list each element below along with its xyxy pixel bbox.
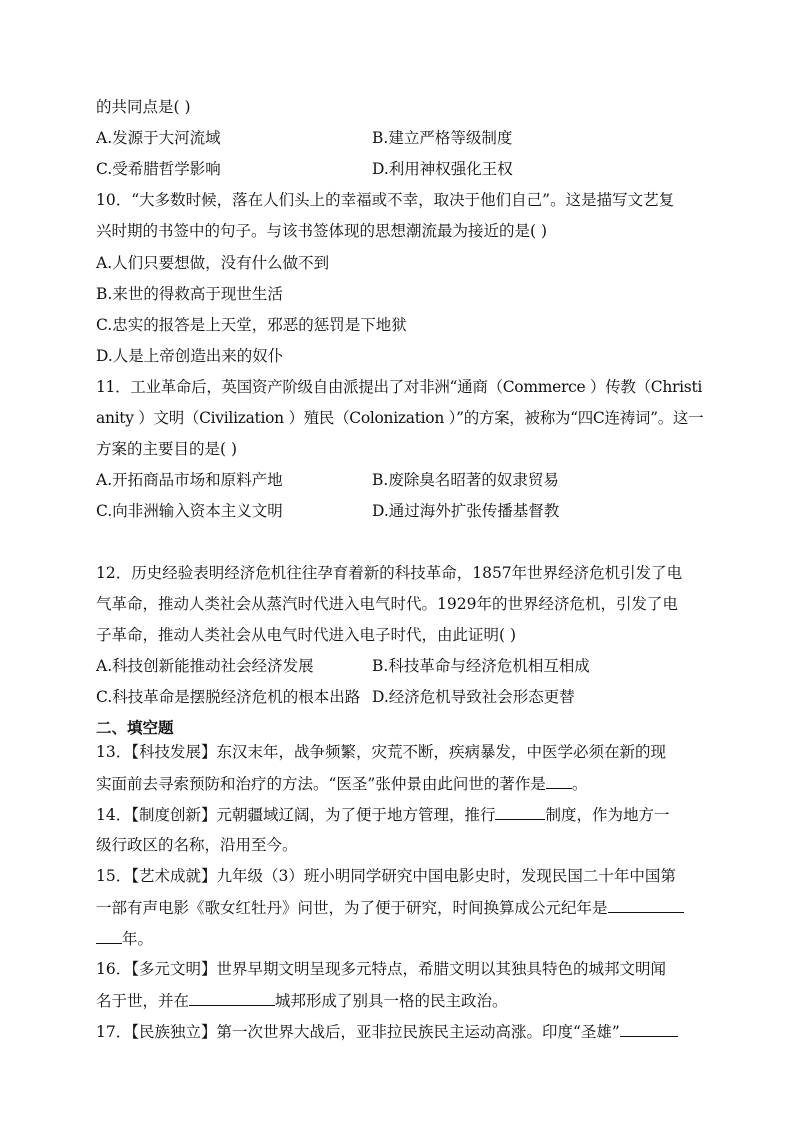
option-11c: C.向非洲输入资本主义文明 <box>96 502 283 520</box>
question-13-text: 实面前去寻索预防和治疗的方法。“医圣”张仲景由此问世的著作是 <box>96 775 546 793</box>
option-10b: B.来世的得救高于现世生活 <box>96 285 283 303</box>
question-16-line-2 <box>96 990 508 1011</box>
option-11d: D.通过海外扩张传播基督教 <box>372 502 560 520</box>
question-16-end: 城邦形成了别具一格的民主政治。 <box>275 992 508 1010</box>
question-11-line-1: 11．工业革命后，英国资产阶级自由派提出了对非洲“通商（Commerce ）传教（Christi <box>96 378 703 396</box>
option-10a: A.人们只要想做，没有什么做不到 <box>96 254 330 272</box>
option-9d: D.利用神权强化王权 <box>372 160 513 178</box>
question-14-text: 14．【制度创新】元朝疆域辽阔，为了便于地方管理，推行 <box>96 806 496 824</box>
option-11b: B.废除臭名昭著的奴隶贸易 <box>372 471 559 489</box>
question-14-line-2: 级行政区的名称，沿用至今。 <box>96 836 298 854</box>
question-10-line-2: 兴时期的书签中的句子。与该书签体现的思想潮流最为接近的是( ) <box>96 222 548 240</box>
question-15-line-2 <box>96 897 684 918</box>
option-12b: B.科技革命与经济危机相互相成 <box>372 657 590 675</box>
question-11-line-2: anity ）文明（Civilization ）殖民（Colonization ）”的方案，被称为“四C连祷词”。这一 <box>96 409 704 427</box>
question-11-line-3: 方案的主要目的是( ) <box>96 440 238 458</box>
question-15-line-1: 15．【艺术成就】九年级（3）班小明同学研究中国电影史时，发现民国二十年中国第 <box>96 867 676 885</box>
question-15-end: 年。 <box>122 930 154 948</box>
section-heading-fill-in: 二、填空题 <box>96 719 174 737</box>
option-12a: A.科技创新能推动社会经济发展 <box>96 657 314 675</box>
option-9c: C.受希腊哲学影响 <box>96 160 221 178</box>
option-11a: A.开拓商品市场和原料产地 <box>96 471 283 489</box>
option-9b: B.建立严格等级制度 <box>372 129 513 147</box>
answer-blank-16[interactable] <box>189 990 275 1006</box>
question-13-line-1: 13．【科技发展】东汉末年，战争频繁，灾荒不断，疾病暴发，中医学必须在新的现 <box>96 743 666 761</box>
question-13-line-2 <box>96 773 587 794</box>
question-16-line-1: 16．【多元文明】世界早期文明呈现多元特点，希腊文明以其独具特色的城邦文明闻 <box>96 960 666 978</box>
question-9-stem-end: 的共同点是( ) <box>96 98 191 116</box>
question-10-line-1: 10．“大多数时候，落在人们头上的幸福或不幸，取决于他们自己”。这是描写文艺复 <box>96 191 675 209</box>
question-12-line-1: 12．历史经验表明经济危机往往孕育着新的科技革命，1857年世界经济危机引发了电 <box>96 564 683 582</box>
option-10c: C.忠实的报答是上天堂，邪恶的惩罚是下地狱 <box>96 316 407 334</box>
option-9a: A.发源于大河流域 <box>96 129 221 147</box>
question-16-text: 名于世，并在 <box>96 992 190 1010</box>
option-12d: D.经济危机导致社会形态更替 <box>372 688 575 706</box>
question-15-line-3 <box>96 928 153 949</box>
question-17-line-1 <box>96 1021 678 1042</box>
answer-blank-14[interactable] <box>495 804 545 820</box>
question-15-text: 一部有声电影《歌女红牡丹》问世，为了便于研究，时间换算成公元纪年是 <box>96 899 608 917</box>
question-12-line-3: 子革命，推动人类社会从电气时代进入电子时代，由此证明( ) <box>96 626 517 644</box>
question-17-text: 17．【民族独立】第一次世界大战后，亚非拉民族民主运动高涨。印度“圣雄” <box>96 1023 620 1041</box>
option-12c: C.科技革命是摆脱经济危机的根本出路 <box>96 688 361 706</box>
question-14-line-1 <box>96 804 670 825</box>
answer-blank-15[interactable] <box>608 897 684 913</box>
answer-blank-15-continued[interactable] <box>96 928 122 944</box>
answer-blank-17[interactable] <box>620 1021 678 1037</box>
answer-blank-13[interactable] <box>546 773 572 789</box>
question-14-end: 制度，作为地方一 <box>545 806 670 824</box>
option-10d: D.人是上帝创造出来的奴仆 <box>96 347 284 365</box>
question-13-end: 。 <box>571 775 588 793</box>
question-12-line-2: 气革命，推动人类社会从蒸汽时代进入电气时代。1929年的世界经济危机，引发了电 <box>96 595 678 613</box>
